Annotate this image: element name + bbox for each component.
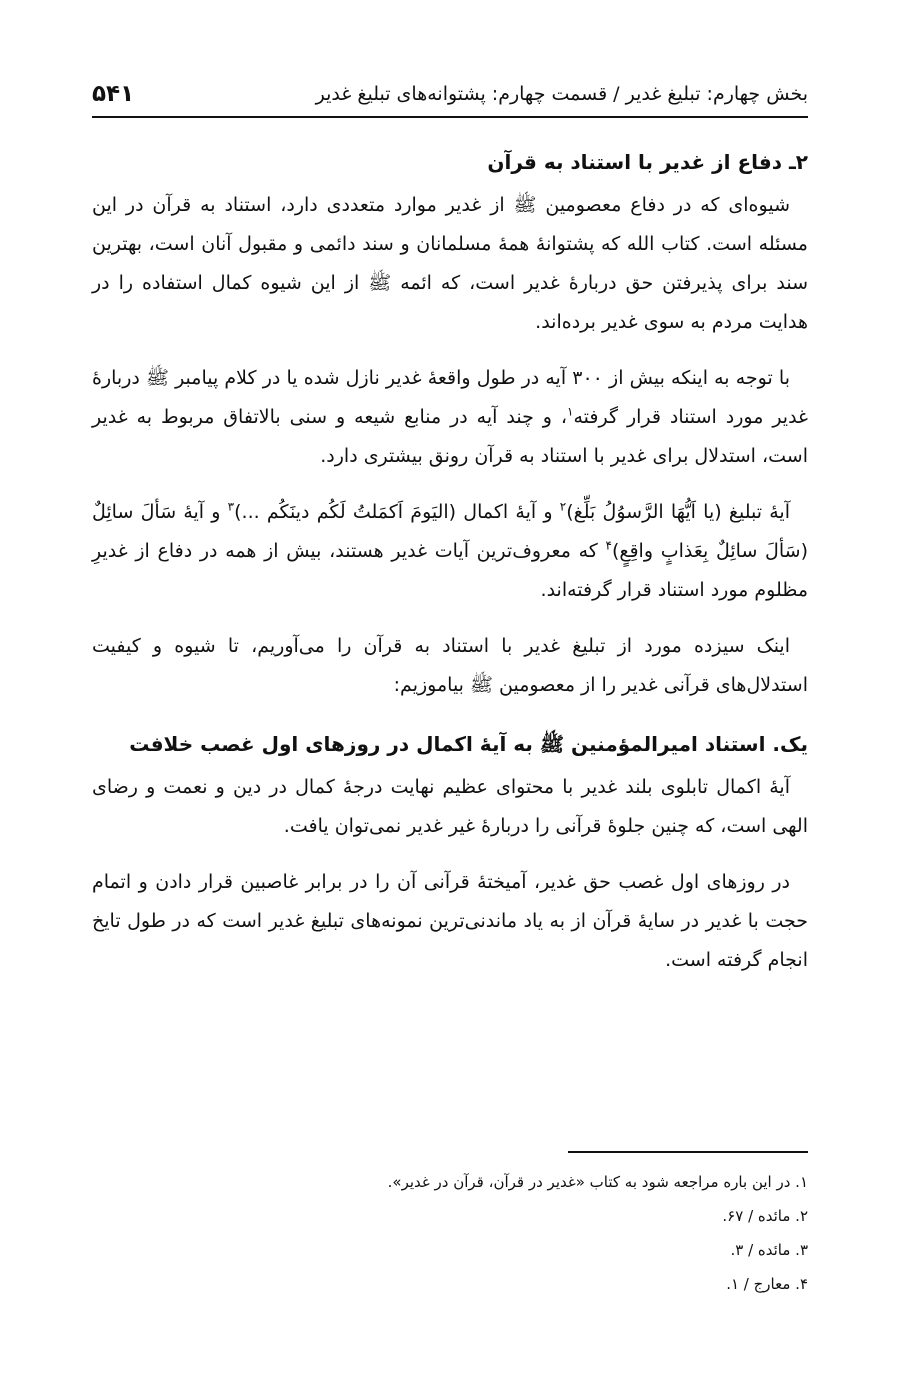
footnote-ref: ۴ [605, 538, 612, 553]
section-heading: ۲ـ دفاع از غدیر با استناد به قرآن [487, 150, 808, 174]
header-title: بخش چهارم: تبلیغ غدیر / قسمت چهارم: پشتوانه‌های تبلیغ غدیر [315, 83, 808, 105]
paragraph-text: و آیهٔ اکمال (الیَومَ اَکمَلتُ لَکُم دینَکُم ...) [234, 501, 560, 523]
paragraph-text: ، و چند آیه در منابع شیعه و سنی بالاتفاق مربوط به غدیر است، استدلال برای غدیر با استناد به قرآن رونق بیشتری دارد. [92, 406, 808, 467]
footnote: ۳. مائده / ۳. [730, 1241, 808, 1259]
footnote-ref: ۳ [227, 499, 235, 514]
paragraph: آیهٔ اکمال تابلوی بلند غدیر با محتوای عظیم نهایت درجهٔ کمال در دین و نعمت و رضای الهی است، که چنین جلوهٔ قرآنی را دربارهٔ غیر غدیر نمی‌توان یافت. [92, 776, 808, 837]
footnotes [92, 1165, 808, 1301]
footnote-separator [568, 1151, 808, 1153]
header-divider [92, 116, 808, 118]
paragraph-text: با توجه به اینکه بیش از ۳۰۰ آیه در طول واقعهٔ غدیر نازل شده یا در کلام پیامبر ﷺ دربارهٔ غدیر مورد استناد قرار گرفته [92, 367, 808, 428]
footnote-ref: ۲ [559, 499, 567, 514]
paragraph-text: و آیهٔ سَألَ سائِلٌ (سَألَ سائِلٌ بِعَذابٍ واقِعٍ) [92, 501, 808, 562]
paragraph: اینک سیزده مورد از تبلیغ غدیر با استناد به قرآن را می‌آوریم، تا شیوه و کیفیت استدلال‌های قرآنی غدیر را از معصومین ﷺ بیاموزیم: [92, 635, 808, 696]
paragraph-text: آیهٔ تبلیغ (یا اَیُّهَا الرَّسوُلُ بَلِّغ) [566, 501, 790, 523]
running-header [92, 74, 808, 114]
paragraph-text: که معروف‌ترین آیات غدیر هستند، بیش از همه در دفاع از غدیرِ مظلوم مورد استناد قرار گرفته‌اند. [92, 540, 808, 601]
paragraph [92, 493, 808, 610]
footnote: ۴. معارج / ۱. [726, 1275, 808, 1293]
paragraph: در روزهای اول غصب حق غدیر، آمیختهٔ قرآنی آن را در برابر غاصبین قرار دادن و اتمام حجت با غدیر در سایهٔ قرآن از به یاد ماندنی‌ترین نمونه‌های تبلیغ غدیر است که در طول تایخ انجام گرفته است. [92, 871, 808, 971]
footnote: ۱. در این باره مراجعه شود به کتاب «غدیر در قرآن، قرآن در غدیر». [387, 1173, 808, 1191]
page-number: ۵۴۱ [92, 81, 135, 107]
footnote-ref: ۱ [567, 404, 574, 419]
main-content [92, 140, 808, 997]
paragraph [92, 359, 808, 476]
paragraph: شیوه‌ای که در دفاع معصومین ﷺ از غدیر موارد متعددی دارد، استناد به قرآن در این مسئله است. کتاب الله که پشتوانهٔ همهٔ مسلمانان و سند دائمی و مقبول آنان است، بهترین سند برای پذیرفتن حق دربارهٔ غدیر است، که ائمه ﷺ از این شیوه کمال استفاده را در هدایت مردم به سوی غدیر برده‌اند. [92, 194, 808, 333]
subsection-heading: یک. استناد امیرالمؤمنین ﷺ به آیهٔ اکمال در روزهای اول غصب خلافت [129, 732, 808, 756]
footnote: ۲. مائده / ۶۷. [722, 1207, 808, 1225]
